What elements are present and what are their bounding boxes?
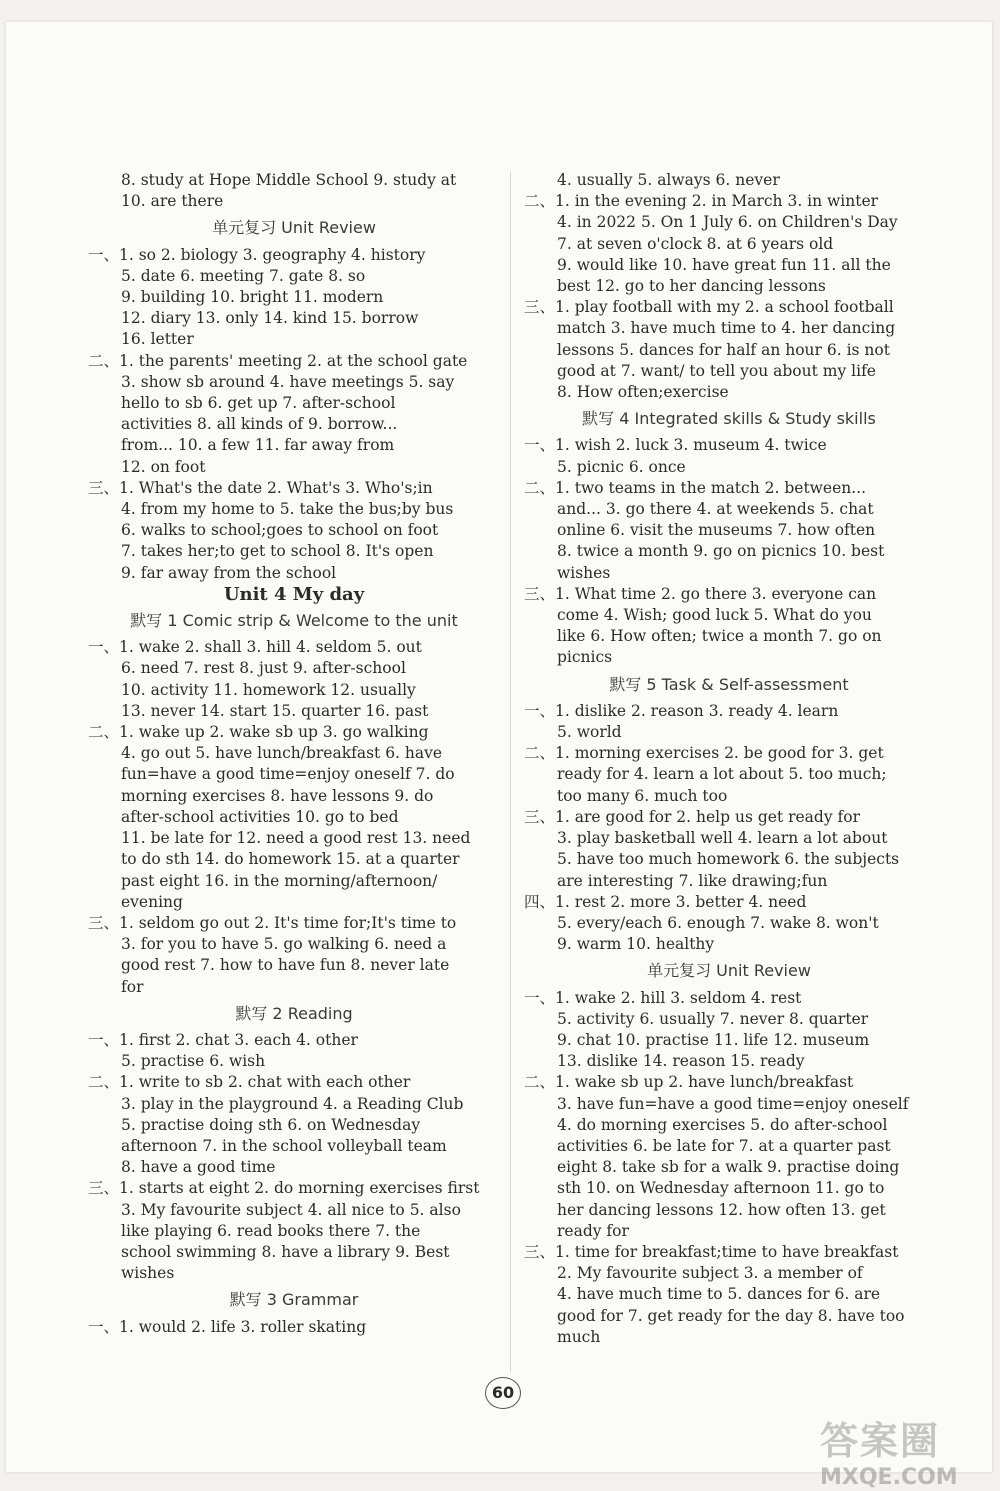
answer-line: 3. My favourite subject 4. all nice to 5. also: [121, 1200, 461, 1219]
section-heading: 默写 1 Comic strip & Welcome to the unit: [130, 611, 458, 631]
answer-line: 11. be late for 12. need a good rest 13. need: [121, 829, 471, 848]
answer-line: like playing 6. read books there 7. the: [121, 1221, 421, 1240]
answer-line: 7. takes her;to get to school 8. It's open: [121, 542, 434, 561]
answer-line: 三、1. What time 2. go there 3. everyone can: [524, 584, 877, 603]
answer-line: 7. at seven o'clock 8. at 6 years old: [557, 234, 834, 253]
answer-line: match 3. have much time to 4. her dancing: [557, 319, 896, 338]
answer-line: 4. do morning exercises 5. do after-school: [557, 1115, 888, 1134]
answer-line: 6. walks to school;goes to school on foot: [121, 521, 439, 540]
section-heading: 默写 3 Grammar: [229, 1290, 359, 1310]
answer-line: to do sth 14. do homework 15. at a quarter: [121, 850, 460, 869]
answer-line: past eight 16. in the morning/afternoon/: [121, 871, 438, 890]
answer-line: after-school activities 10. go to bed: [121, 807, 399, 826]
answer-line: 一、1. wish 2. luck 3. museum 4. twice: [524, 436, 827, 455]
answer-line: 13. never 14. start 15. quarter 16. past: [121, 701, 429, 720]
answer-line: 三、1. seldom go out 2. It's time for;It's time to: [88, 913, 457, 932]
answer-line: 一、1. first 2. chat 3. each 4. other: [88, 1030, 358, 1049]
answer-line: for: [121, 977, 144, 996]
answer-line: activities 6. be late for 7. at a quarter past: [557, 1136, 891, 1155]
answer-line: 三、1. are good for 2. help us get ready for: [524, 807, 861, 826]
answer-line: wishes: [121, 1264, 175, 1283]
answer-line: 5. have too much homework 6. the subjects: [557, 850, 900, 869]
answer-line: 5. date 6. meeting 7. gate 8. so: [121, 266, 366, 285]
answer-line: 一、1. so 2. biology 3. geography 4. history: [88, 245, 426, 264]
answer-line: school swimming 8. have a library 9. Best: [121, 1242, 450, 1261]
answer-line: like 6. How often; twice a month 7. go on: [557, 627, 882, 646]
answer-line: 8. How often;exercise: [557, 383, 729, 402]
section-heading: 单元复习 Unit Review: [647, 961, 811, 981]
answer-line: good rest 7. how to have fun 8. never late: [121, 956, 450, 975]
answer-line: 二、1. write to sb 2. chat with each other: [88, 1073, 411, 1092]
answer-line: 二、1. morning exercises 2. be good for 3. get: [524, 744, 884, 763]
answer-line: 二、1. wake sb up 2. have lunch/breakfast: [524, 1073, 854, 1092]
answer-line: afternoon 7. in the school volleyball team: [121, 1136, 447, 1155]
answer-line: hello to sb 6. get up 7. after-school: [121, 394, 396, 413]
section-heading: 默写 4 Integrated skills & Study skills: [582, 409, 876, 429]
answer-line: 一、1. would 2. life 3. roller skating: [88, 1317, 367, 1336]
answer-line: morning exercises 8. have lessons 9. do: [121, 786, 434, 805]
answer-line: 9. would like 10. have great fun 11. all the: [557, 255, 891, 274]
answer-line: picnics: [557, 648, 613, 667]
answer-line: 9. building 10. bright 11. modern: [121, 288, 384, 307]
watermark-logo: [820, 1410, 990, 1490]
answer-line: too many 6. much too: [557, 786, 728, 805]
answer-line: 4. in 2022 5. On 1 July 6. on Children's Day: [557, 213, 898, 232]
answer-line: good for 7. get ready for the day 8. have too: [557, 1306, 905, 1325]
answer-line: 8. have a good time: [121, 1158, 276, 1177]
answer-line: 12. on foot: [121, 457, 206, 476]
answer-line: 5. picnic 6. once: [557, 457, 686, 476]
answer-line: ready for 4. learn a lot about 5. too much;: [557, 765, 887, 784]
answer-line: 9. far away from the school: [121, 563, 337, 582]
page-sheet: [6, 22, 992, 1472]
answer-line: ready for: [557, 1221, 629, 1240]
answer-line: 4. have much time to 5. dances for 6. are: [557, 1285, 881, 1304]
answer-line: 4. usually 5. always 6. never: [557, 171, 780, 189]
answer-line: 8. study at Hope Middle School 9. study at: [121, 171, 457, 189]
answer-line: 9. chat 10. practise 11. life 12. museum: [557, 1030, 870, 1049]
answer-line: 3. for you to have 5. go walking 6. need a: [121, 935, 447, 954]
answer-line: 8. twice a month 9. go on picnics 10. best: [557, 542, 885, 561]
answer-line: sth 10. on Wednesday afternoon 11. go to: [557, 1179, 885, 1198]
answer-line: 16. letter: [121, 330, 194, 349]
answer-line: her dancing lessons 12. how often 13. get: [557, 1200, 886, 1219]
answer-line: 9. warm 10. healthy: [557, 935, 715, 954]
answer-line: good at 7. want/ to tell you about my life: [557, 361, 876, 380]
answer-line: 13. dislike 14. reason 15. ready: [557, 1052, 805, 1071]
answer-line: 10. are there: [121, 192, 224, 211]
page-number: 60: [485, 1377, 521, 1409]
answer-line: 4. go out 5. have lunch/breakfast 6. have: [121, 744, 443, 763]
answer-line: wishes: [557, 563, 611, 582]
unit-title: Unit 4 My day: [223, 583, 365, 605]
answer-line: 二、1. the parents' meeting 2. at the school gate: [88, 351, 468, 370]
answer-line: 4. from my home to 5. take the bus;by bus: [121, 500, 454, 519]
answer-line: 二、1. wake up 2. wake sb up 3. go walking: [88, 723, 429, 742]
answer-line: 3. show sb around 4. have meetings 5. say: [121, 372, 455, 391]
left-column: [88, 170, 500, 1338]
answer-line: 5. practise 6. wish: [121, 1052, 266, 1071]
right-column: [524, 170, 934, 1348]
answer-line: 5. practise doing sth 6. on Wednesday: [121, 1115, 421, 1134]
answer-line: best 12. go to her dancing lessons: [557, 277, 826, 296]
answer-line: 一、1. wake 2. hill 3. seldom 4. rest: [524, 988, 802, 1007]
answer-line: 四、1. rest 2. more 3. better 4. need: [524, 892, 807, 911]
answer-line: 一、1. wake 2. shall 3. hill 4. seldom 5. out: [88, 638, 422, 657]
answer-line: online 6. visit the museums 7. how often: [557, 521, 876, 540]
watermark-logo-main: 答案圈: [820, 1419, 941, 1463]
answer-line: 3. play in the playground 4. a Reading Club: [121, 1094, 464, 1113]
answer-line: 12. diary 13. only 14. kind 15. borrow: [121, 309, 419, 328]
answer-line: fun=have a good time=enjoy oneself 7. do: [121, 765, 455, 784]
section-heading: 默写 5 Task & Self-assessment: [609, 674, 849, 694]
answer-line: 6. need 7. rest 8. just 9. after-school: [121, 659, 406, 678]
answer-line: 5. every/each 6. enough 7. wake 8. won't: [557, 913, 879, 932]
answer-line: come 4. Wish; good luck 5. What do you: [557, 606, 872, 625]
answer-line: 三、1. time for breakfast;time to have breakfast: [524, 1242, 899, 1261]
answer-line: eight 8. take sb for a walk 9. practise doing: [557, 1158, 900, 1177]
answer-line: 10. activity 11. homework 12. usually: [121, 680, 416, 699]
answer-line: are interesting 7. like drawing;fun: [557, 871, 828, 890]
answer-line: activities 8. all kinds of 9. borrow...: [121, 415, 398, 434]
answer-line: from... 10. a few 11. far away from: [121, 436, 395, 455]
answer-line: much: [557, 1327, 601, 1346]
answer-line: 二、1. in the evening 2. in March 3. in winter: [524, 192, 879, 211]
answer-line: lessons 5. dances for half an hour 6. is not: [557, 340, 890, 359]
answer-line: 二、1. two teams in the match 2. between...: [524, 478, 867, 497]
section-heading: 单元复习 Unit Review: [212, 218, 376, 238]
answer-line: 5. world: [557, 723, 622, 742]
answer-line: 三、1. starts at eight 2. do morning exercises first: [88, 1179, 480, 1198]
watermark-logo-sub: MXQE.COM: [820, 1465, 958, 1490]
answer-line: 5. activity 6. usually 7. never 8. quarter: [557, 1009, 869, 1028]
answer-line: and... 3. go there 4. at weekends 5. chat: [557, 500, 874, 519]
answer-line: 三、1. What's the date 2. What's 3. Who's;in: [88, 478, 433, 497]
answer-line: 一、1. dislike 2. reason 3. ready 4. learn: [524, 701, 839, 720]
answer-line: 3. play basketball well 4. learn a lot about: [557, 829, 888, 848]
column-divider: [510, 172, 511, 1372]
section-heading: 默写 2 Reading: [235, 1003, 353, 1023]
answer-line: 3. have fun=have a good time=enjoy oneself: [557, 1094, 909, 1113]
answer-line: evening: [121, 892, 183, 911]
answer-line: 2. My favourite subject 3. a member of: [557, 1264, 863, 1283]
answer-line: 三、1. play football with my 2. a school football: [524, 298, 894, 317]
